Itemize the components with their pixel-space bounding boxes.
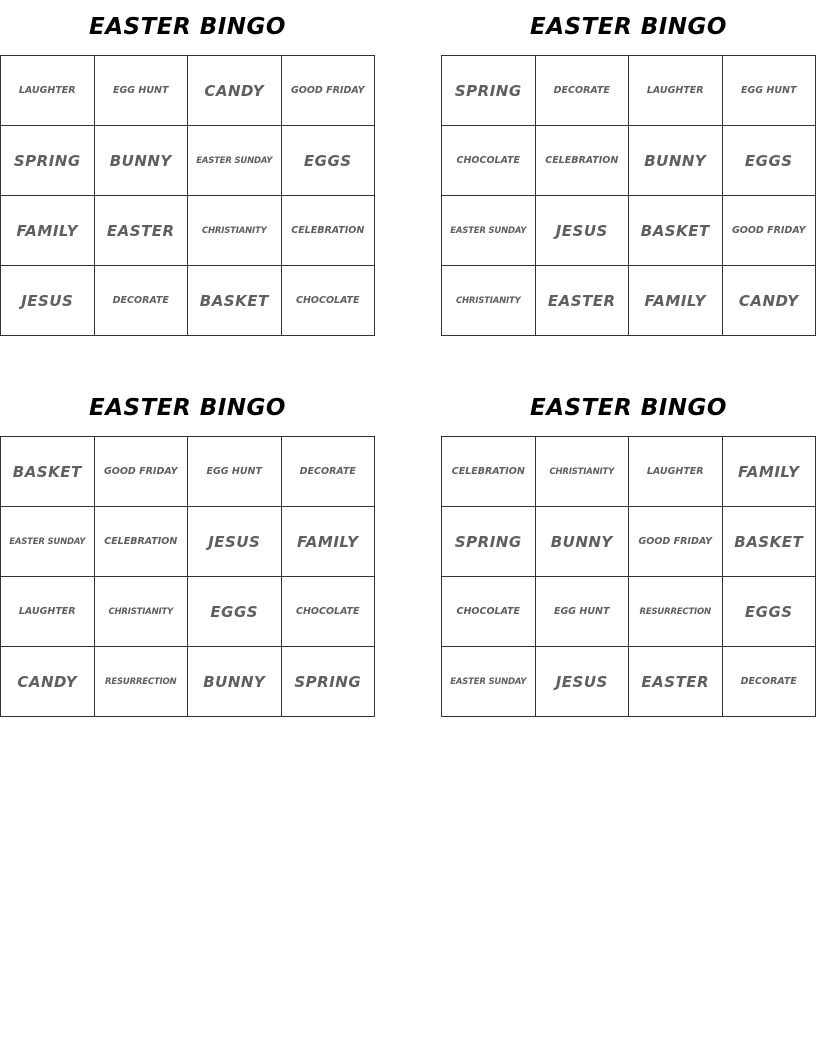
card-title: EASTER BINGO <box>530 14 727 40</box>
bingo-cell: CELEBRATION <box>442 437 536 507</box>
bingo-grid <box>0 55 375 336</box>
bingo-cell: EGGS <box>188 577 282 647</box>
grid-row <box>1 437 375 507</box>
grid-row <box>1 196 375 266</box>
bingo-cell: LAUGHTER <box>1 56 95 126</box>
bingo-cell: CELEBRATION <box>94 507 188 577</box>
bingo-cell: CANDY <box>1 647 95 717</box>
bingo-cell: RESURRECTION <box>629 577 723 647</box>
bingo-cell: EASTER SUNDAY <box>1 507 95 577</box>
bingo-cell: CANDY <box>188 56 282 126</box>
bingo-cell: GOOD FRIDAY <box>281 56 375 126</box>
bingo-cell: GOOD FRIDAY <box>94 437 188 507</box>
grid-row <box>442 507 816 577</box>
bingo-cell: BASKET <box>1 437 95 507</box>
bingo-cell: GOOD FRIDAY <box>722 196 816 266</box>
bingo-cell: FAMILY <box>281 507 375 577</box>
bingo-cell: DECORATE <box>94 266 188 336</box>
bingo-grid <box>441 436 816 717</box>
grid-row <box>442 56 816 126</box>
bingo-grid <box>441 55 816 336</box>
bingo-cell: EGGS <box>722 126 816 196</box>
bingo-cell: GOOD FRIDAY <box>629 507 723 577</box>
grid-row <box>442 196 816 266</box>
bingo-cell: CHRISTIANITY <box>535 437 629 507</box>
bingo-cell: EASTER <box>94 196 188 266</box>
bingo-cell: CHRISTIANITY <box>442 266 536 336</box>
grid-row <box>1 266 375 336</box>
bingo-cell: FAMILY <box>722 437 816 507</box>
bingo-cell: EGGS <box>281 126 375 196</box>
grid-row <box>442 126 816 196</box>
bingo-cell: EGG HUNT <box>188 437 282 507</box>
bingo-grid <box>0 436 375 717</box>
bingo-cell: RESURRECTION <box>94 647 188 717</box>
bingo-cell: JESUS <box>535 196 629 266</box>
bingo-cell: LAUGHTER <box>629 56 723 126</box>
bingo-cell: BUNNY <box>535 507 629 577</box>
bingo-cell: EASTER SUNDAY <box>188 126 282 196</box>
bingo-cell: EASTER SUNDAY <box>442 647 536 717</box>
bingo-cell: EGG HUNT <box>535 577 629 647</box>
bingo-cell: CELEBRATION <box>535 126 629 196</box>
bingo-cell: BUNNY <box>629 126 723 196</box>
bingo-cell: CHOCOLATE <box>281 577 375 647</box>
grid-row <box>442 647 816 717</box>
bingo-cell: SPRING <box>281 647 375 717</box>
bingo-cell: EASTER SUNDAY <box>442 196 536 266</box>
bingo-cell: SPRING <box>442 56 536 126</box>
bingo-cell: EGGS <box>722 577 816 647</box>
grid-row <box>1 56 375 126</box>
bingo-cell: SPRING <box>1 126 95 196</box>
card-title: EASTER BINGO <box>89 395 286 421</box>
bingo-cell: JESUS <box>188 507 282 577</box>
bingo-cell: BASKET <box>188 266 282 336</box>
bingo-cell: CELEBRATION <box>281 196 375 266</box>
bingo-cell: JESUS <box>535 647 629 717</box>
bingo-cell: BUNNY <box>94 126 188 196</box>
bingo-cell: CHRISTIANITY <box>94 577 188 647</box>
bingo-cell: EGG HUNT <box>722 56 816 126</box>
grid-row <box>442 437 816 507</box>
bingo-cell: BASKET <box>722 507 816 577</box>
bingo-cell: FAMILY <box>1 196 95 266</box>
bingo-cell: LAUGHTER <box>1 577 95 647</box>
bingo-cell: BASKET <box>629 196 723 266</box>
grid-row <box>442 266 816 336</box>
grid-row <box>442 577 816 647</box>
bingo-cell: DECORATE <box>535 56 629 126</box>
grid-row <box>1 577 375 647</box>
bingo-cell: CHRISTIANITY <box>188 196 282 266</box>
bingo-cell: EASTER <box>629 647 723 717</box>
card-title: EASTER BINGO <box>530 395 727 421</box>
grid-row <box>1 126 375 196</box>
bingo-cell: BUNNY <box>188 647 282 717</box>
bingo-cell: FAMILY <box>629 266 723 336</box>
bingo-cell: LAUGHTER <box>629 437 723 507</box>
card-title: EASTER BINGO <box>89 14 286 40</box>
bingo-cell: CANDY <box>722 266 816 336</box>
bingo-cell: SPRING <box>442 507 536 577</box>
bingo-cell: EGG HUNT <box>94 56 188 126</box>
bingo-cell: JESUS <box>1 266 95 336</box>
bingo-cell: CHOCOLATE <box>281 266 375 336</box>
bingo-cell: DECORATE <box>722 647 816 717</box>
bingo-cell: CHOCOLATE <box>442 577 536 647</box>
bingo-cell: EASTER <box>535 266 629 336</box>
bingo-cell: CHOCOLATE <box>442 126 536 196</box>
bingo-cell: DECORATE <box>281 437 375 507</box>
grid-row <box>1 507 375 577</box>
grid-row <box>1 647 375 717</box>
